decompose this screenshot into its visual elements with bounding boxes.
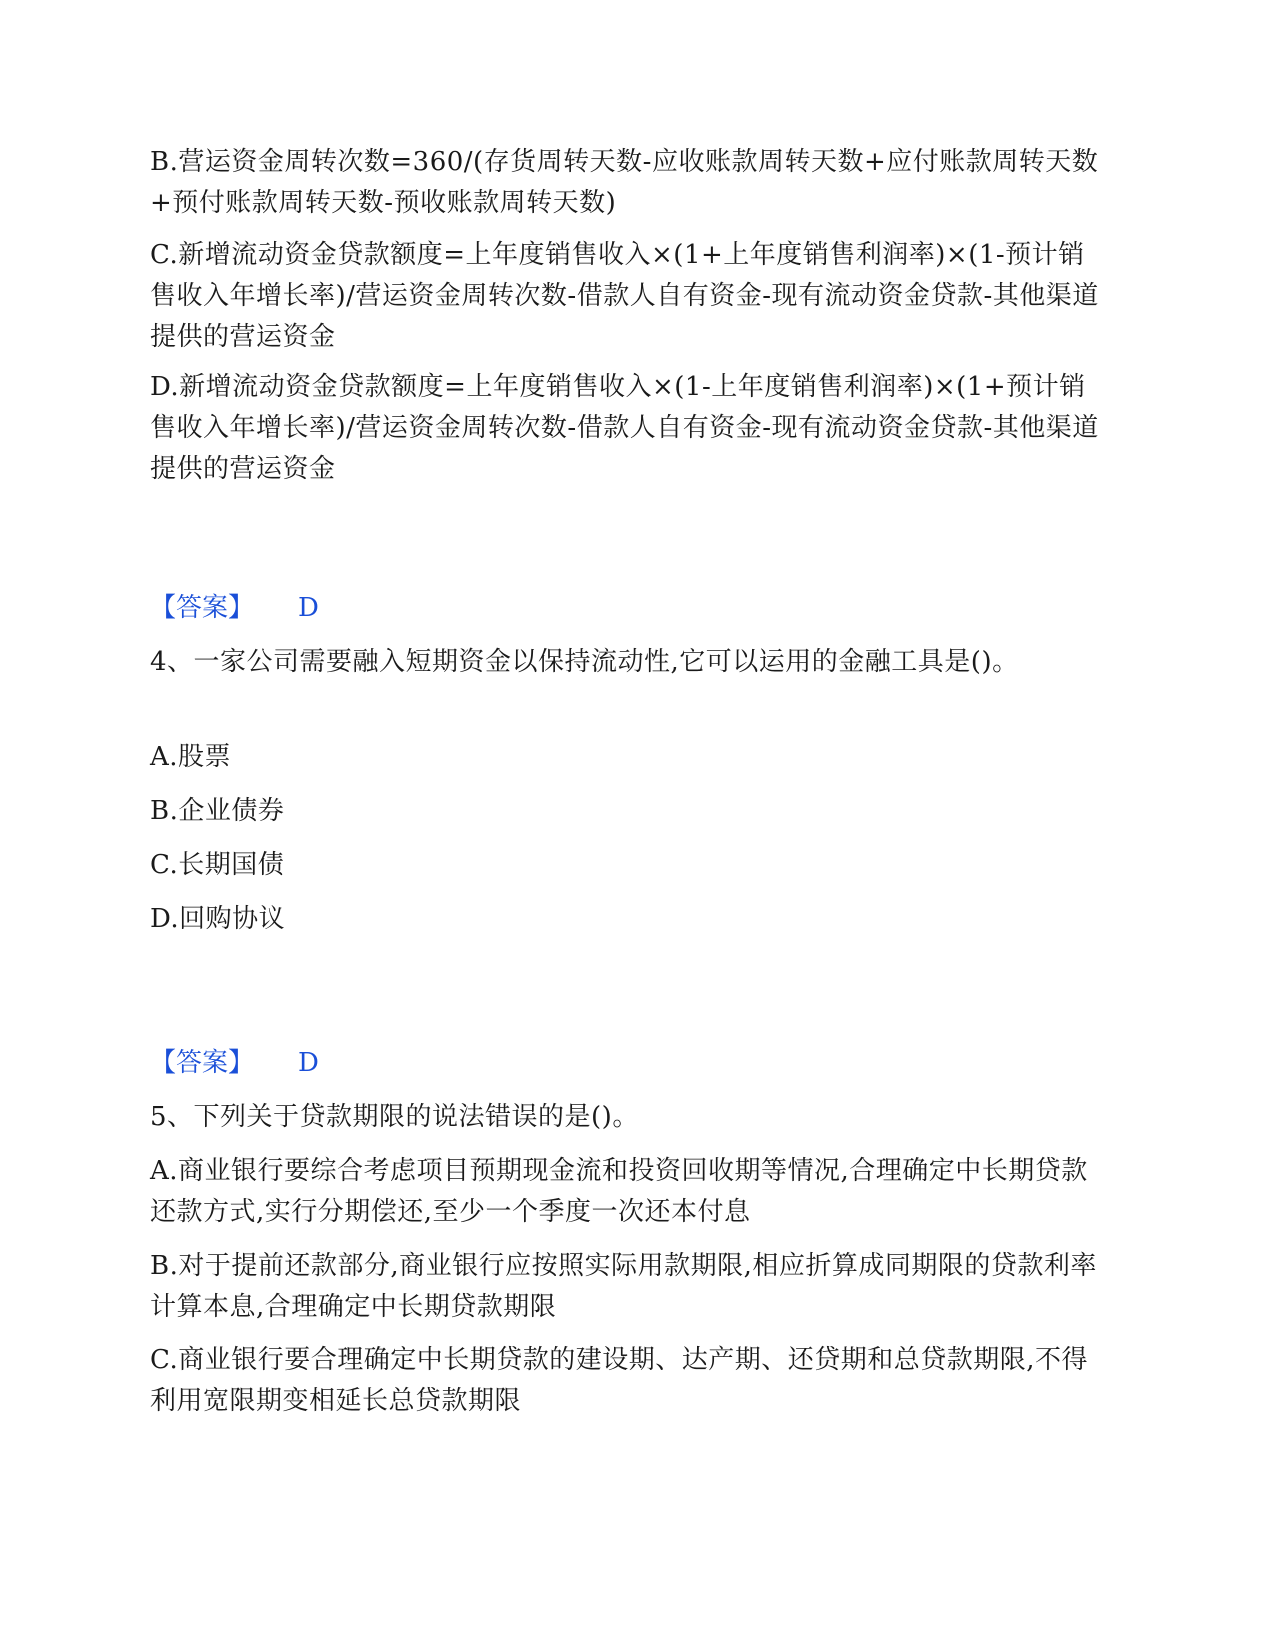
answer-3 <box>150 588 319 629</box>
answer-label: 【答案】 <box>150 1048 255 1078</box>
q4-option-b: B.企业债券 <box>150 796 285 826</box>
q5-option-c: C.商业银行要合理确定中长期贷款的建设期、达产期、还贷期和总贷款期限,不得利用宽限期变相延长总贷款期限 <box>150 1345 1088 1416</box>
q3-option-b: B.营运资金周转次数=360/(存货周转天数-应收账款周转天数+应付账款周转天数+预付账款周转天数-预收账款周转天数) <box>150 147 1099 218</box>
q5-stem: 5、下列关于贷款期限的说法错误的是()。 <box>150 1102 639 1132</box>
q4-option-c: C.长期国债 <box>150 850 285 880</box>
q4-option-a: A.股票 <box>150 742 232 772</box>
q4-option-d: D.回购协议 <box>150 904 286 934</box>
answer-value: D <box>298 593 319 623</box>
answer-label: 【答案】 <box>150 593 255 623</box>
answer-4 <box>150 1043 319 1084</box>
answer-value: D <box>298 1048 319 1078</box>
q3-option-d: D.新增流动资金贷款额度=上年度销售收入×(1-上年度销售利润率)×(1+预计销售收入年增长率)/营运资金周转次数-借款人自有资金-现有流动资金贷款-其他渠道提供的营运资金 <box>150 372 1099 484</box>
q3-option-c: C.新增流动资金贷款额度=上年度销售收入×(1+上年度销售利润率)×(1-预计销售收入年增长率)/营运资金周转次数-借款人自有资金-现有流动资金贷款-其他渠道提供的营运资金 <box>150 240 1099 352</box>
q5-option-a: A.商业银行要综合考虑项目预期现金流和投资回收期等情况,合理确定中长期贷款还款方式,实行分期偿还,至少一个季度一次还本付息 <box>150 1156 1088 1227</box>
q4-stem: 4、一家公司需要融入短期资金以保持流动性,它可以运用的金融工具是()。 <box>150 647 1019 677</box>
q5-option-b: B.对于提前还款部分,商业银行应按照实际用款期限,相应折算成同期限的贷款利率计算本息,合理确定中长期贷款期限 <box>150 1251 1097 1322</box>
